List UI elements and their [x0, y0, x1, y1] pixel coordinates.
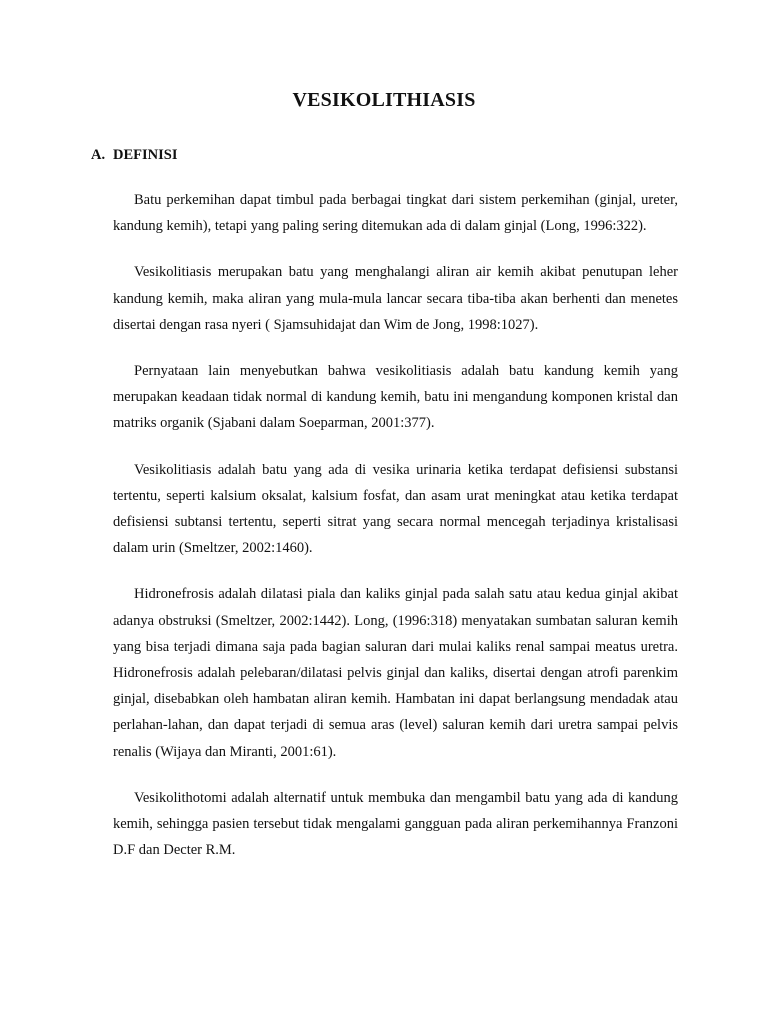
section-heading-text: DEFINISI	[113, 147, 178, 163]
paragraph-5: Hidronefrosis adalah dilatasi piala dan kaliks ginjal pada salah satu atau kedua ginjal akibat adanya obstruksi (Smeltzer, 2002:1442). Long, (1996:318) menyatakan sumbatan saluran kemih yang bisa terjadi dimana saja pada bagian saluran dari mulai kaliks renal sampai meatus uretra. Hidronefrosis adalah pelebaran/dilatasi pelvis ginjal dan kaliks, disertai dengan atrofi parenkim ginjal, disebabkan oleh hambatan aliran kemih. Hambatan ini dapat berlangsung mendadak atau perlahan-lahan, dan dapat terjadi di semua aras (level) saluran kemih dari uretra sampai pelvis renalis (Wijaya dan Miranti, 2001:61).	[113, 586, 678, 760]
paragraph-3: Pernyataan lain menyebutkan bahwa vesikolitiasis adalah batu kandung kemih yang merupakan keadaan tidak normal di kandung kemih, batu ini mengandung komponen kristal dan matriks organik (Sjabani dalam Soeparman, 2001:377).	[113, 363, 678, 432]
section-body	[113, 187, 678, 883]
document-title: VESIKOLITHIASIS	[292, 89, 476, 111]
section-letter: A.	[91, 147, 106, 163]
section-heading	[91, 147, 177, 164]
paragraph-2: Vesikolitiasis merupakan batu yang menghalangi aliran air kemih akibat penutupan leher kandung kemih, maka aliran yang mula-mula lancar secara tiba-tiba akan berhenti dan menetes disertai dengan rasa nyeri ( Sjamsuhidajat dan Wim de Jong, 1998:1027).	[113, 264, 678, 333]
paragraph-1: Batu perkemihan dapat timbul pada berbagai tingkat dari sistem perkemihan (ginjal, ureter, kandung kemih), tetapi yang paling sering ditemukan ada di dalam ginjal (Long, 1996:322).	[113, 192, 678, 235]
paragraph-6: Vesikolithotomi adalah alternatif untuk membuka dan mengambil batu yang ada di kandung kemih, sehingga pasien tersebut tidak mengalami gangguan pada aliran perkemihannya Franzoni D.F dan Decter R.M.	[113, 789, 678, 859]
paragraph-4: Vesikolitiasis adalah batu yang ada di vesika urinaria ketika terdapat defisiensi substansi tertentu, seperti kalsium oksalat, kalsium fosfat, dan asam urat meningkat atau ketika terdapat defisiensi subtansi tertentu, seperti sitrat yang secara normal mencegah terjadinya kristalisasi dalam urin (Smeltzer, 2002:1460).	[113, 461, 678, 557]
